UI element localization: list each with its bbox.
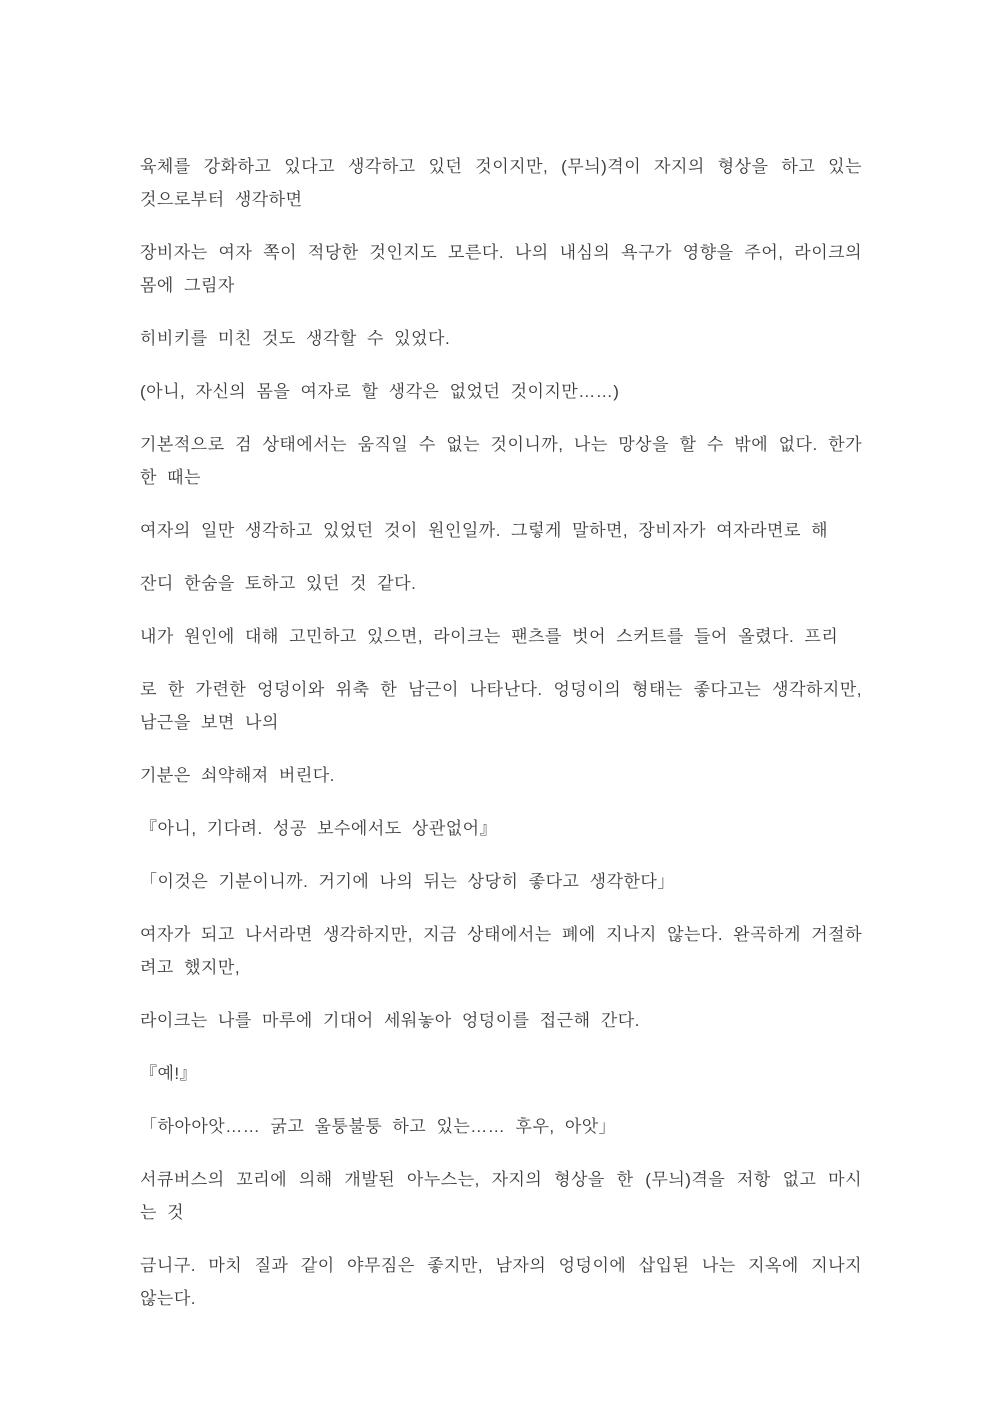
paragraph: 라이크는 나를 마루에 기대어 세워놓아 엉덩이를 접근해 간다. <box>140 1011 640 1030</box>
paragraph: 『예!』 <box>140 1064 198 1083</box>
paragraph: 기본적으로 검 상태에서는 움직일 수 없는 것이니까, 나는 망상을 할 수 밖에 없다. 한가한 때는 <box>140 435 862 487</box>
paragraph: 서큐버스의 꼬리에 의해 개발된 아누스는, 자지의 형상을 한 (무늬)격을 저항 없고 마시는 것 <box>140 1170 862 1222</box>
paragraph: 「이것은 기분이니까. 거기에 나의 뒤는 상당히 좋다고 생각한다」 <box>140 872 675 891</box>
paragraph: 장비자는 여자 쪽이 적당한 것인지도 모른다. 나의 내심의 욕구가 영향을 주어, 라이크의 몸에 그림자 <box>140 243 862 295</box>
paragraph: 여자가 되고 나서라면 생각하지만, 지금 상태에서는 폐에 지나지 않는다. 완곡하게 거절하려고 했지만, <box>140 925 862 977</box>
paragraph: 내가 원인에 대해 고민하고 있으면, 라이크는 팬츠를 벗어 스커트를 들어 올렸다. 프리 <box>140 627 839 646</box>
paragraph: 로 한 가련한 엉덩이와 위축 한 남근이 나타난다. 엉덩이의 형태는 좋다고는 생각하지만, 남근을 보면 나의 <box>140 680 862 732</box>
paragraph: 잔디 한숨을 토하고 있던 것 같다. <box>140 574 417 593</box>
paragraph: 여자의 일만 생각하고 있었던 것이 원인일까. 그렇게 말하면, 장비자가 여자라면로 해 <box>140 521 829 540</box>
paragraph: 히비키를 미친 것도 생각할 수 있었다. <box>140 329 451 348</box>
paragraph: 육체를 강화하고 있다고 생각하고 있던 것이지만, (무늬)격이 자지의 형상을 하고 있는 것으로부터 생각하면 <box>140 157 862 209</box>
paragraph: 『아니, 기다려. 성공 보수에서도 상관없어』 <box>140 819 498 838</box>
paragraph: 금니구. 마치 질과 같이 야무짐은 좋지만, 남자의 엉덩이에 삽입된 나는 지옥에 지나지 않는다. <box>140 1256 862 1308</box>
paragraph: 「하아아앗…… 굵고 울퉁불퉁 하고 있는…… 후우, 아앗」 <box>140 1117 617 1136</box>
paragraph: (아니, 자신의 몸을 여자로 할 생각은 없었던 것이지만……) <box>140 382 620 401</box>
paragraph: 기분은 쇠약해져 버린다. <box>140 766 335 785</box>
